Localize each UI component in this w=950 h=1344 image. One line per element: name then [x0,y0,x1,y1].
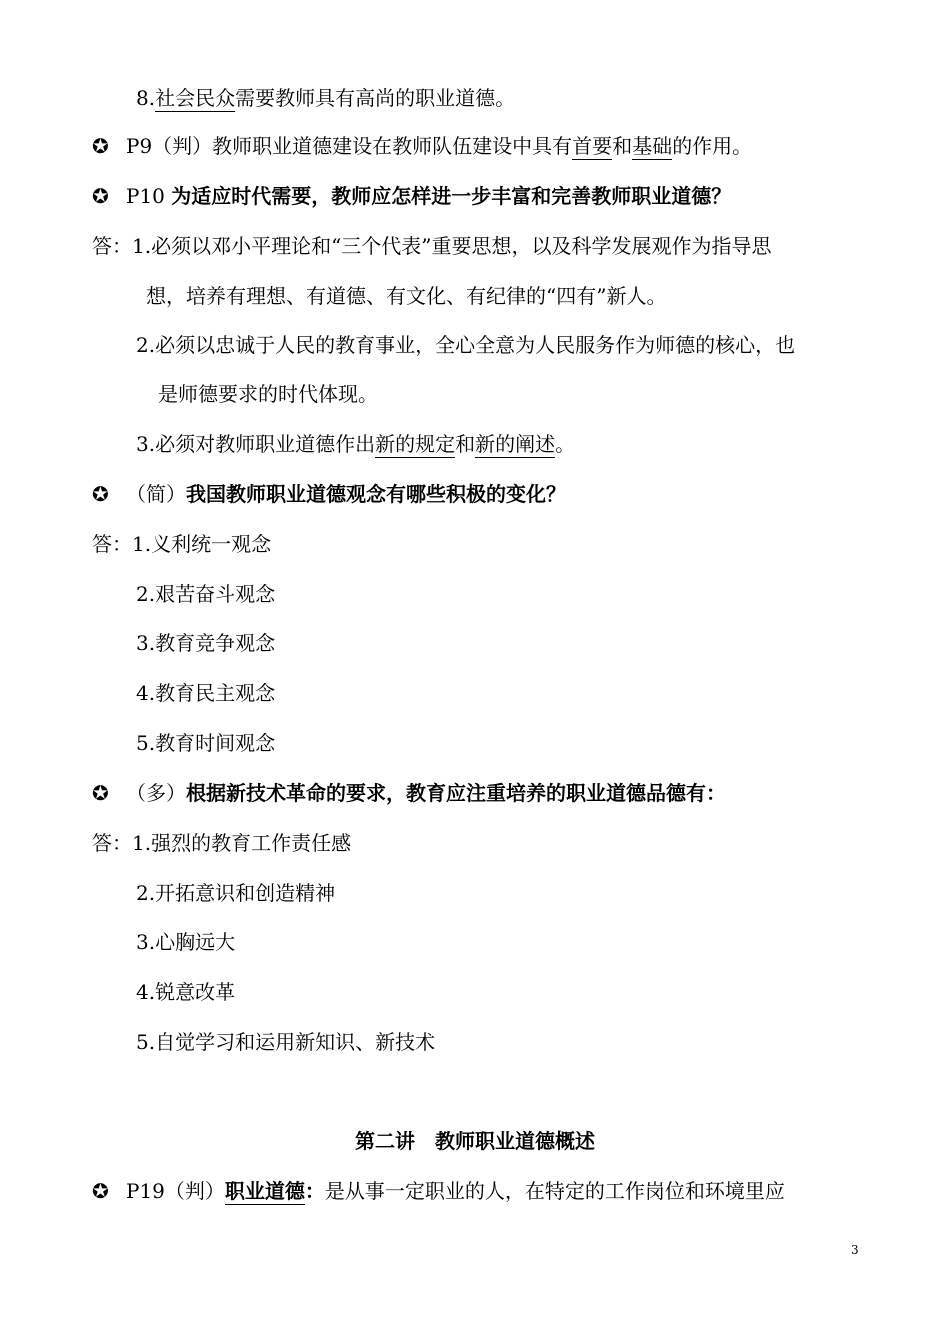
answer-line: 是师德要求的时代体现。 [158,382,378,406]
star-bullet-icon: ✪ [92,781,109,805]
question-new-tech: ✪ （多）根据新技术革命的要求，教育应注重培养的职业道德品德有： [92,781,726,805]
answer-line: 5.自觉学习和运用新知识、新技术 [136,1030,436,1054]
answer-line: 4.教育民主观念 [136,681,276,705]
question-changes: ✪ （简）我国教师职业道德观念有哪些积极的变化？ [92,482,566,506]
star-bullet-icon: ✪ [92,482,109,506]
answer-line: 答：1.必须以邓小平理论和“三个代表”重要思想，以及科学发展观作为指导思 [92,234,772,258]
page-number: 3 [851,1243,859,1257]
answer-item: 8.社会民众需要教师具有高尚的职业道德。 [136,86,516,110]
answer-line: 答：1.强烈的教育工作责任感 [92,831,352,855]
answer-line: 4.锐意改革 [136,980,236,1004]
star-bullet-icon: ✪ [92,134,109,158]
question-p19: ✪ P19（判）职业道德：是从事一定职业的人，在特定的工作岗位和环境里应 [92,1179,785,1203]
question-p9: ✪ P9（判）教师职业道德建设在教师队伍建设中具有首要和基础的作用。 [92,134,753,158]
answer-line: 2.艰苦奋斗观念 [136,582,276,606]
star-bullet-icon: ✪ [92,1179,109,1203]
answer-line: 2.开拓意识和创造精神 [136,881,336,905]
answer-line: 3.心胸远大 [136,930,236,954]
section-title: 第二讲 教师职业道德概述 [355,1129,595,1153]
answer-line: 5.教育时间观念 [136,731,276,755]
question-p10: ✪ P10 为适应时代需要，教师应怎样进一步丰富和完善教师职业道德？ [92,184,732,208]
answer-line: 2.必须以忠诚于人民的教育事业，全心全意为人民服务作为师德的核心，也 [136,333,796,357]
answer-line: 3.教育竞争观念 [136,631,276,655]
answer-line: 答：1.义利统一观念 [92,532,272,556]
answer-item: 3.必须对教师职业道德作出新的规定和新的阐述。 [136,432,576,456]
star-bullet-icon: ✪ [92,184,109,208]
answer-line: 想，培养有理想、有道德、有文化、有纪律的“四有”新人。 [146,284,667,308]
